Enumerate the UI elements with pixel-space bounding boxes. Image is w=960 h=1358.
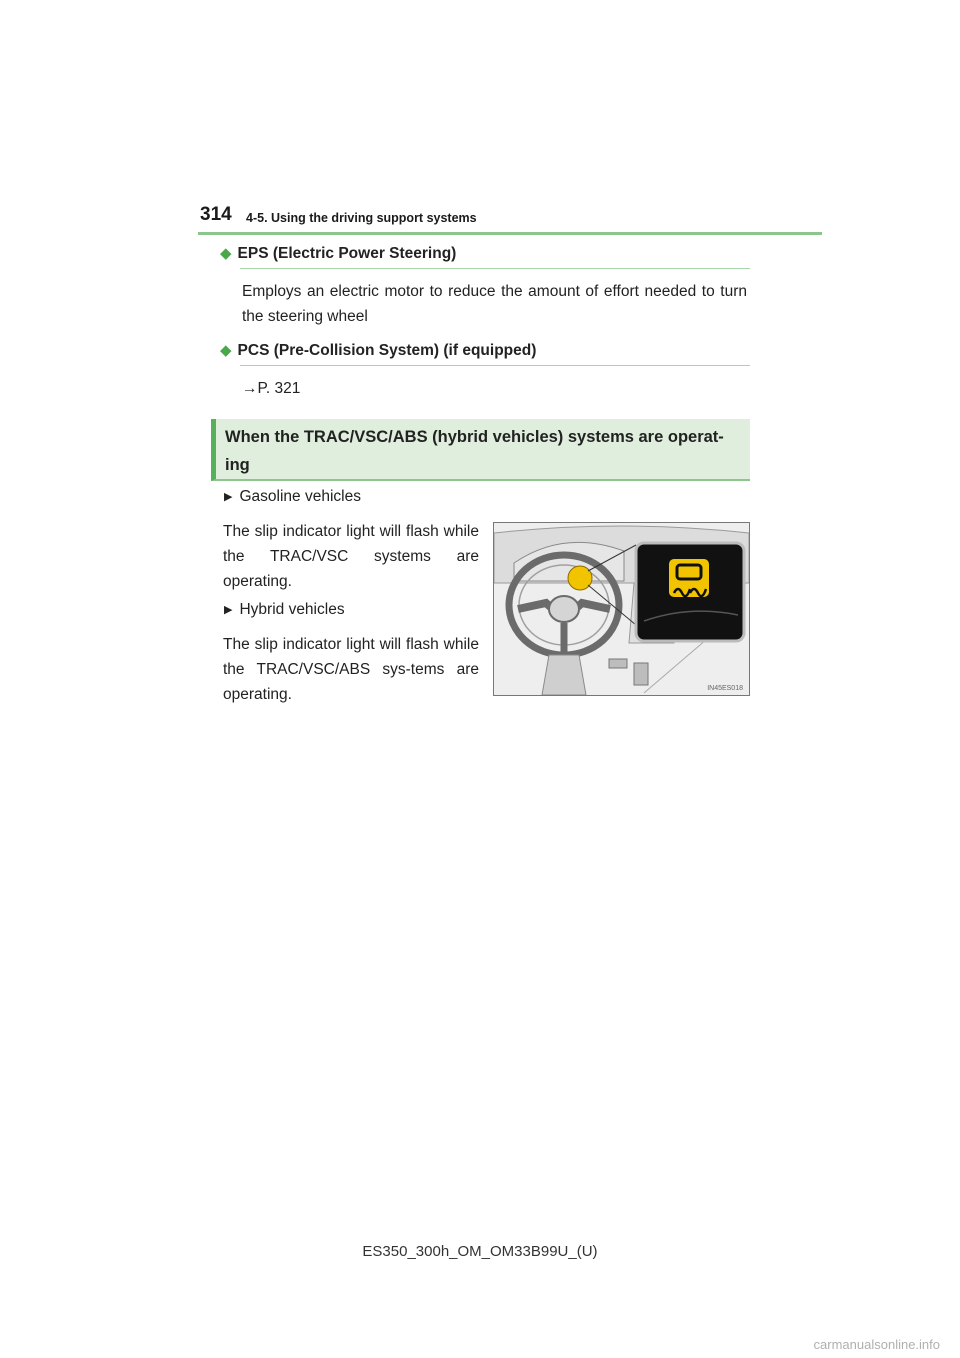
pcs-heading — [220, 341, 536, 360]
section-title: 4-5. Using the driving support systems — [246, 211, 477, 225]
pcs-heading-text: PCS (Pre-Collision System) (if equipped) — [237, 342, 537, 359]
pcs-rule — [240, 365, 750, 366]
gasoline-vehicles-label — [224, 488, 361, 506]
page-number: 314 — [200, 204, 232, 225]
diamond-bullet-icon: ◆ — [220, 245, 232, 262]
diamond-bullet-icon: ◆ — [220, 342, 232, 359]
header-rule — [198, 232, 822, 235]
eps-heading — [220, 244, 456, 263]
eps-rule — [240, 268, 750, 269]
gasoline-label-text: Gasoline vehicles — [239, 488, 361, 505]
hybrid-vehicles-label — [224, 601, 345, 619]
watermark: carmanualsonline.info — [813, 1337, 940, 1352]
operating-heading: When the TRAC/VSC/ABS (hybrid vehicles) systems are operat-ing — [211, 419, 750, 481]
document-code: ES350_300h_OM_OM33B99U_(U) — [362, 1243, 598, 1260]
eps-body: Employs an electric motor to reduce the amount of effort needed to turn the steering wheel — [242, 283, 747, 325]
gasoline-description: The slip indicator light will flash while the TRAC/VSC systems are operating. — [223, 523, 479, 590]
dashboard-drawing — [494, 523, 749, 695]
dashboard-illustration — [493, 522, 750, 696]
triangle-bullet-icon: ▶ — [224, 491, 233, 503]
hybrid-label-text: Hybrid vehicles — [239, 601, 345, 618]
hybrid-description: The slip indicator light will flash while the TRAC/VSC/ABS sys-tems are operating. — [223, 636, 479, 703]
eps-heading-text: EPS (Electric Power Steering) — [237, 245, 457, 262]
triangle-bullet-icon: ▶ — [224, 604, 233, 616]
pcs-page-reference-link[interactable]: →P. 321 — [242, 380, 301, 397]
figure-code: IN45ES018 — [707, 685, 743, 692]
